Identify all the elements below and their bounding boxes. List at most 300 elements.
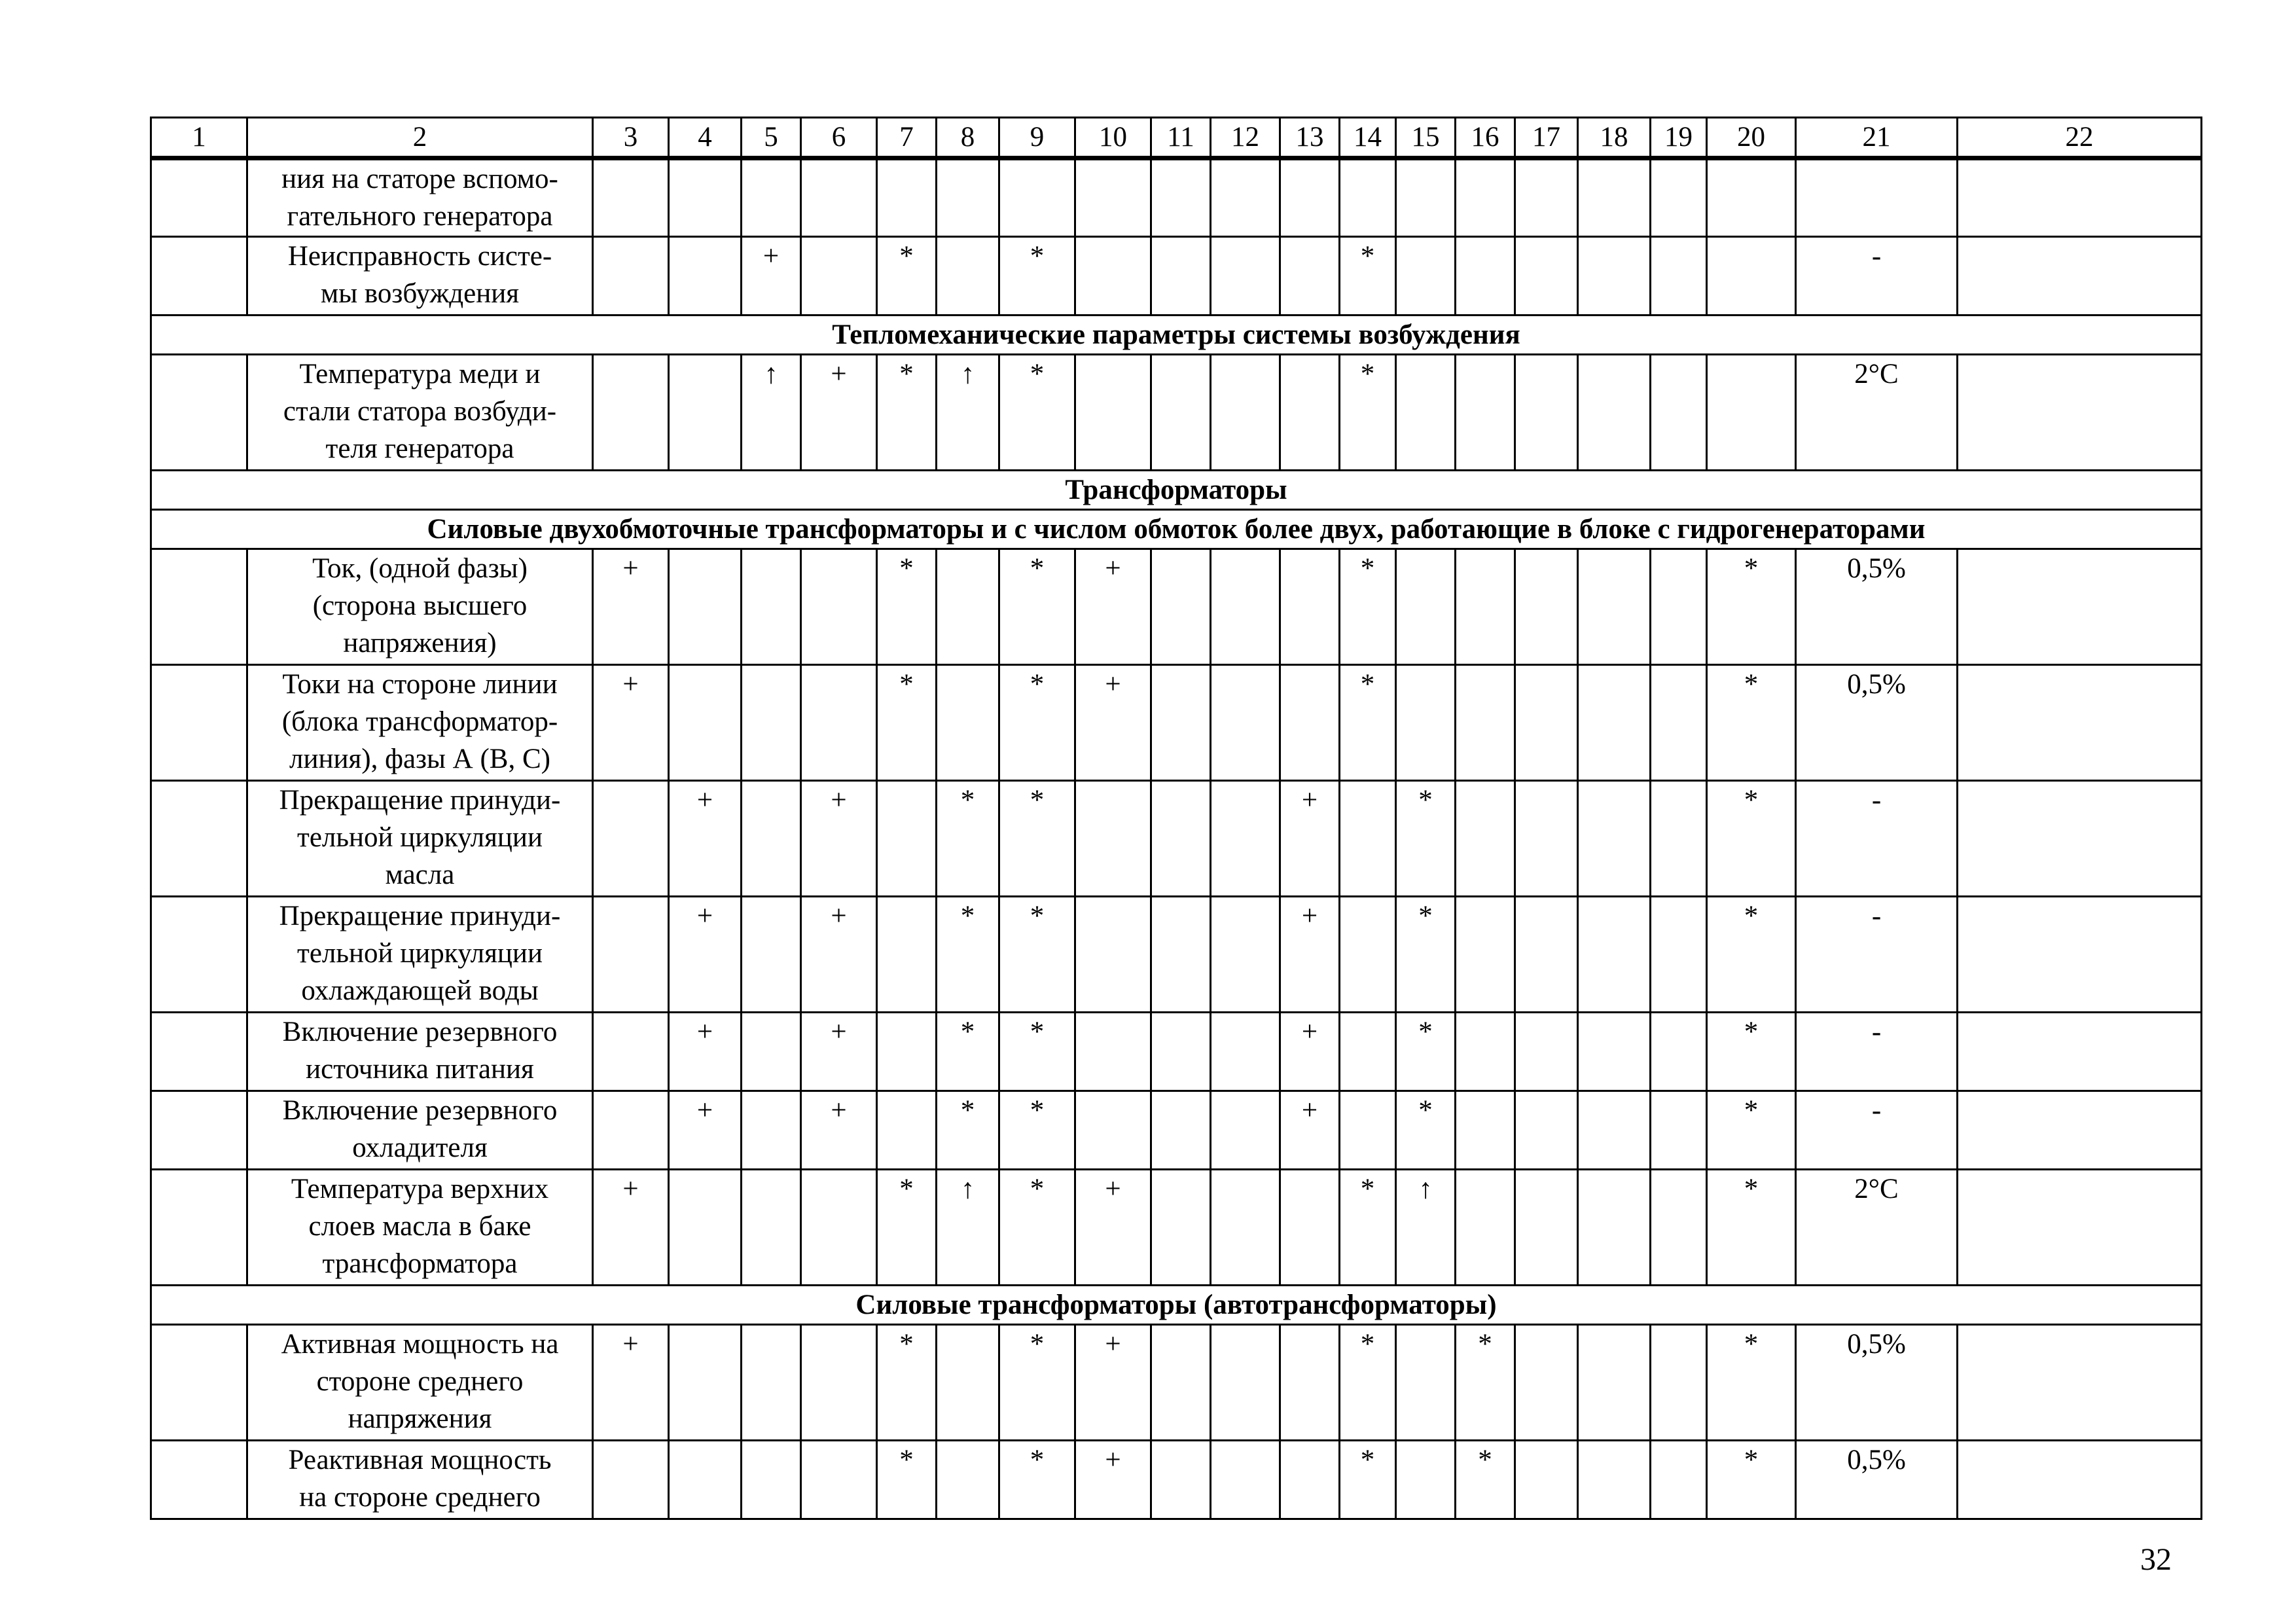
header-cell: 10: [1075, 118, 1151, 158]
table-cell: [593, 1013, 669, 1091]
table-cell: ↑: [742, 355, 801, 471]
table-cell: [1578, 158, 1651, 237]
table-cell: [1456, 781, 1515, 897]
table-cell: [1515, 158, 1578, 237]
table-cell: [1456, 549, 1515, 665]
table-cell: 0,5%: [1796, 549, 1958, 665]
table-cell: [1651, 549, 1707, 665]
table-cell: [1958, 1441, 2202, 1519]
table-cell: *: [877, 355, 937, 471]
table-cell: +: [1280, 781, 1340, 897]
table-cell: [1651, 1325, 1707, 1441]
table-row: [151, 1441, 2202, 1519]
table-cell: [1211, 355, 1280, 471]
table-cell: [742, 897, 801, 1013]
table-cell: [1280, 665, 1340, 781]
table-cell: *: [937, 1091, 999, 1170]
table-cell: [937, 237, 999, 316]
row-number-cell: [151, 781, 247, 897]
table-cell: [1151, 1441, 1211, 1519]
table-cell: [1151, 665, 1211, 781]
table-cell: +: [1075, 549, 1151, 665]
row-number-cell: [151, 897, 247, 1013]
table-cell: *: [1707, 1441, 1796, 1519]
section-header-row: [151, 471, 2202, 510]
table-cell: 0,5%: [1796, 1441, 1958, 1519]
table-cell: [1707, 237, 1796, 316]
table-cell: +: [1075, 1170, 1151, 1286]
table-cell: [801, 237, 877, 316]
table-cell: *: [1707, 665, 1796, 781]
table-cell: [742, 158, 801, 237]
table-cell: [1151, 1170, 1211, 1286]
table-cell: [1515, 549, 1578, 665]
row-number-cell: [151, 237, 247, 316]
table-cell: [1075, 1013, 1151, 1091]
table-cell: ↑: [937, 1170, 999, 1286]
section-header-row: [151, 1286, 2202, 1325]
table-row: [151, 355, 2202, 471]
table-cell: *: [999, 1325, 1075, 1441]
table-cell: *: [1340, 1325, 1396, 1441]
table-cell: [1396, 1441, 1456, 1519]
table-cell: [742, 549, 801, 665]
table-cell: [801, 665, 877, 781]
table-row: [151, 237, 2202, 316]
page-number: 32: [2140, 1542, 2172, 1577]
table-cell: [669, 665, 742, 781]
table-cell: [1651, 355, 1707, 471]
table-cell: [742, 1441, 801, 1519]
table-cell: [1515, 665, 1578, 781]
table-cell: [1211, 1325, 1280, 1441]
row-number-cell: [151, 158, 247, 237]
table-cell: [1515, 1325, 1578, 1441]
table-cell: *: [877, 237, 937, 316]
table-cell: +: [801, 355, 877, 471]
table-cell: +: [801, 781, 877, 897]
table-cell: *: [1707, 781, 1796, 897]
section-title: Силовые трансформаторы (автотрансформаторы): [151, 1286, 2202, 1325]
table-cell: 2°С: [1796, 1170, 1958, 1286]
table-cell: [1211, 237, 1280, 316]
table-cell: [1280, 158, 1340, 237]
table-cell: [1280, 1325, 1340, 1441]
table-cell: [1515, 1013, 1578, 1091]
parameter-name-cell: Активная мощность на стороне среднего напряжения: [247, 1325, 593, 1441]
table-cell: [1958, 158, 2202, 237]
table-cell: -: [1796, 237, 1958, 316]
table-cell: [1651, 1170, 1707, 1286]
table-cell: [877, 1013, 937, 1091]
table-cell: *: [1340, 549, 1396, 665]
table-cell: +: [1075, 1325, 1151, 1441]
table-cell: +: [1075, 665, 1151, 781]
table-cell: +: [1280, 1091, 1340, 1170]
table-cell: [1578, 1441, 1651, 1519]
table-cell: [1151, 1325, 1211, 1441]
table-cell: [1280, 355, 1340, 471]
section-header-row: [151, 316, 2202, 355]
row-number-cell: [151, 1013, 247, 1091]
table-cell: *: [1340, 665, 1396, 781]
table-body: [151, 118, 2202, 1519]
table-cell: [669, 1441, 742, 1519]
table-cell: [742, 781, 801, 897]
row-number-cell: [151, 355, 247, 471]
section-title: Трансформаторы: [151, 471, 2202, 510]
table-cell: *: [999, 1091, 1075, 1170]
table-cell: [1578, 1091, 1651, 1170]
table-cell: [1958, 1013, 2202, 1091]
table-cell: *: [1456, 1441, 1515, 1519]
table-cell: *: [999, 1441, 1075, 1519]
table-cell: *: [1396, 1091, 1456, 1170]
table-cell: [1456, 158, 1515, 237]
header-cell: 15: [1396, 118, 1456, 158]
table-row: [151, 158, 2202, 237]
row-number-cell: [151, 1325, 247, 1441]
table-row: [151, 549, 2202, 665]
table-cell: [1958, 665, 2202, 781]
table-cell: [669, 549, 742, 665]
table-cell: *: [1340, 237, 1396, 316]
header-cell: 12: [1211, 118, 1280, 158]
parameter-name-cell: Реактивная мощность на стороне среднего: [247, 1441, 593, 1519]
table-row: [151, 781, 2202, 897]
table-cell: [1707, 355, 1796, 471]
table-cell: -: [1796, 897, 1958, 1013]
table-cell: [1456, 1013, 1515, 1091]
header-cell: 5: [742, 118, 801, 158]
table-cell: +: [593, 1325, 669, 1441]
table-cell: *: [999, 237, 1075, 316]
row-number-cell: [151, 1441, 247, 1519]
table-cell: -: [1796, 1091, 1958, 1170]
table-cell: [1958, 781, 2202, 897]
header-cell: 11: [1151, 118, 1211, 158]
table-cell: [1958, 897, 2202, 1013]
table-cell: -: [1796, 1013, 1958, 1091]
table-cell: [1211, 1441, 1280, 1519]
table-cell: [669, 237, 742, 316]
table-cell: [669, 158, 742, 237]
section-title: Силовые двухобмоточные трансформаторы и с числом обмоток более двух, работающие в блоке с гидрогенераторами: [151, 510, 2202, 549]
table-cell: [877, 1091, 937, 1170]
table-cell: [1456, 355, 1515, 471]
table-cell: [801, 549, 877, 665]
table-cell: [1515, 897, 1578, 1013]
header-cell: 4: [669, 118, 742, 158]
table-cell: *: [999, 1170, 1075, 1286]
table-cell: [1211, 897, 1280, 1013]
table-cell: [877, 897, 937, 1013]
table-cell: [593, 1441, 669, 1519]
table-cell: *: [999, 781, 1075, 897]
table-cell: [742, 1013, 801, 1091]
table-cell: [1396, 355, 1456, 471]
table-cell: +: [801, 897, 877, 1013]
table-cell: *: [999, 897, 1075, 1013]
table-cell: *: [877, 1441, 937, 1519]
table-cell: [1707, 158, 1796, 237]
table-cell: [1578, 897, 1651, 1013]
table-cell: [801, 1170, 877, 1286]
table-cell: [1075, 158, 1151, 237]
table-cell: [1396, 1325, 1456, 1441]
table-cell: [1340, 781, 1396, 897]
table-cell: [1578, 1325, 1651, 1441]
table-cell: *: [1340, 355, 1396, 471]
table-cell: [1456, 237, 1515, 316]
section-title: Тепломеханические параметры системы возбуждения: [151, 316, 2202, 355]
table-cell: *: [999, 1013, 1075, 1091]
table-cell: [1796, 158, 1958, 237]
table-cell: [1578, 549, 1651, 665]
table-cell: [1456, 1170, 1515, 1286]
table-cell: [1515, 237, 1578, 316]
parameter-name-cell: Включение резервного источника питания: [247, 1013, 593, 1091]
table-cell: [1211, 1170, 1280, 1286]
table-cell: *: [877, 665, 937, 781]
table-cell: [937, 1325, 999, 1441]
parameter-name-cell: Прекращение принуди- тельной циркуляции масла: [247, 781, 593, 897]
header-cell: 18: [1578, 118, 1651, 158]
table-cell: [1958, 1325, 2202, 1441]
table-cell: [1456, 665, 1515, 781]
table-cell: [1151, 158, 1211, 237]
table-cell: [1396, 665, 1456, 781]
table-cell: +: [742, 237, 801, 316]
table-cell: [1280, 237, 1340, 316]
table-cell: [801, 1441, 877, 1519]
table-cell: [1340, 1091, 1396, 1170]
header-cell: 14: [1340, 118, 1396, 158]
table-cell: *: [1396, 897, 1456, 1013]
table-cell: *: [1707, 897, 1796, 1013]
table-cell: [1075, 897, 1151, 1013]
table-cell: *: [1707, 1170, 1796, 1286]
table-cell: [593, 237, 669, 316]
table-cell: [1515, 355, 1578, 471]
table-cell: [669, 1325, 742, 1441]
table-cell: [877, 158, 937, 237]
table-cell: [1075, 1091, 1151, 1170]
header-cell: 8: [937, 118, 999, 158]
table-cell: [593, 1091, 669, 1170]
parameter-name-cell: Температура меди и стали статора возбуди- теля генератора: [247, 355, 593, 471]
table-cell: +: [1280, 1013, 1340, 1091]
table-cell: [1651, 665, 1707, 781]
table-cell: *: [877, 549, 937, 665]
table-cell: [801, 158, 877, 237]
table-cell: [1211, 158, 1280, 237]
header-cell: 19: [1651, 118, 1707, 158]
table-cell: [1578, 1170, 1651, 1286]
table-cell: *: [1340, 1170, 1396, 1286]
parameter-name-cell: Неисправность систе- мы возбуждения: [247, 237, 593, 316]
parameters-table: [150, 117, 2202, 1520]
table-cell: [1578, 665, 1651, 781]
table-cell: [742, 1170, 801, 1286]
table-cell: [742, 665, 801, 781]
row-number-cell: [151, 1170, 247, 1286]
table-cell: *: [937, 897, 999, 1013]
table-cell: [877, 781, 937, 897]
table-cell: [1651, 1013, 1707, 1091]
table-cell: *: [999, 665, 1075, 781]
parameter-name-cell: Температура верхних слоев масла в баке трансформатора: [247, 1170, 593, 1286]
table-cell: [1075, 355, 1151, 471]
table-cell: *: [999, 549, 1075, 665]
table-cell: +: [801, 1091, 877, 1170]
table-cell: [1151, 355, 1211, 471]
table-cell: ↑: [937, 355, 999, 471]
table-cell: [1211, 1013, 1280, 1091]
table-cell: [1075, 237, 1151, 316]
table-cell: [1578, 1013, 1651, 1091]
table-cell: [1151, 781, 1211, 897]
table-cell: [1515, 1441, 1578, 1519]
table-cell: [1651, 237, 1707, 316]
table-cell: +: [593, 549, 669, 665]
header-cell: 9: [999, 118, 1075, 158]
table-cell: [1151, 549, 1211, 665]
table-cell: [1651, 781, 1707, 897]
table-cell: [1515, 1091, 1578, 1170]
table-row: [151, 665, 2202, 781]
table-cell: +: [669, 1013, 742, 1091]
row-number-cell: [151, 549, 247, 665]
table-cell: [1280, 1170, 1340, 1286]
table-cell: [999, 158, 1075, 237]
parameter-name-cell: Включение резервного охладителя: [247, 1091, 593, 1170]
table-cell: [937, 158, 999, 237]
header-cell: 1: [151, 118, 247, 158]
table-cell: [801, 1325, 877, 1441]
table-cell: [1151, 1091, 1211, 1170]
row-number-cell: [151, 1091, 247, 1170]
header-cell: 16: [1456, 118, 1515, 158]
table-cell: +: [669, 897, 742, 1013]
table-cell: [1211, 1091, 1280, 1170]
table-cell: [1211, 549, 1280, 665]
table-cell: +: [801, 1013, 877, 1091]
header-cell: 17: [1515, 118, 1578, 158]
table-cell: [1456, 1091, 1515, 1170]
table-cell: [1456, 897, 1515, 1013]
table-cell: +: [1280, 897, 1340, 1013]
table-cell: *: [1456, 1325, 1515, 1441]
table-cell: *: [877, 1325, 937, 1441]
table-cell: +: [669, 781, 742, 897]
table-cell: [1396, 549, 1456, 665]
table-cell: [1151, 897, 1211, 1013]
table-cell: [1958, 549, 2202, 665]
table-cell: [742, 1091, 801, 1170]
table-cell: [1151, 237, 1211, 316]
header-cell: 3: [593, 118, 669, 158]
table-cell: [1515, 781, 1578, 897]
header-cell: 22: [1958, 118, 2202, 158]
header-cell: 6: [801, 118, 877, 158]
table-cell: 0,5%: [1796, 665, 1958, 781]
table-cell: +: [669, 1091, 742, 1170]
parameter-name-cell: ния на статоре вспомо- гательного генератора: [247, 158, 593, 237]
table-cell: *: [877, 1170, 937, 1286]
table-cell: [1651, 897, 1707, 1013]
header-cell: 21: [1796, 118, 1958, 158]
table-cell: [1651, 158, 1707, 237]
table-cell: [593, 158, 669, 237]
row-number-cell: [151, 665, 247, 781]
table-cell: [1651, 1091, 1707, 1170]
table-cell: *: [1396, 1013, 1456, 1091]
table-cell: [937, 549, 999, 665]
table-cell: [1075, 781, 1151, 897]
table-cell: [1280, 549, 1340, 665]
table-cell: *: [999, 355, 1075, 471]
table-cell: *: [1707, 1091, 1796, 1170]
table-cell: [1578, 781, 1651, 897]
table-cell: *: [1340, 1441, 1396, 1519]
section-header-row: [151, 510, 2202, 549]
table-cell: *: [1707, 1013, 1796, 1091]
table-cell: +: [593, 665, 669, 781]
table-cell: [669, 355, 742, 471]
table-cell: [669, 1170, 742, 1286]
table-cell: [1958, 1091, 2202, 1170]
table-cell: [1515, 1170, 1578, 1286]
table-cell: *: [1707, 549, 1796, 665]
table-cell: [1578, 237, 1651, 316]
table-cell: 2°С: [1796, 355, 1958, 471]
header-cell: 2: [247, 118, 593, 158]
parameter-name-cell: Токи на стороне линии (блока трансформатор- линия), фазы А (В, С): [247, 665, 593, 781]
table-row: [151, 1091, 2202, 1170]
header-cell: 7: [877, 118, 937, 158]
table-cell: ↑: [1396, 1170, 1456, 1286]
table-cell: [1280, 1441, 1340, 1519]
table-cell: *: [1396, 781, 1456, 897]
table-cell: [1151, 1013, 1211, 1091]
table-cell: 0,5%: [1796, 1325, 1958, 1441]
table-cell: [937, 665, 999, 781]
header-cell: 13: [1280, 118, 1340, 158]
table-cell: *: [937, 1013, 999, 1091]
table-cell: -: [1796, 781, 1958, 897]
table-cell: [1651, 1441, 1707, 1519]
header-cell: 20: [1707, 118, 1796, 158]
table-cell: [1958, 237, 2202, 316]
parameter-name-cell: Ток, (одной фазы) (сторона высшего напряжения): [247, 549, 593, 665]
table-cell: [1211, 665, 1280, 781]
table-cell: [1396, 158, 1456, 237]
table-cell: *: [1707, 1325, 1796, 1441]
table-cell: [593, 355, 669, 471]
table-cell: *: [937, 781, 999, 897]
table-cell: [1396, 237, 1456, 316]
parameter-name-cell: Прекращение принуди- тельной циркуляции охлаждающей воды: [247, 897, 593, 1013]
table-cell: +: [593, 1170, 669, 1286]
table-row: [151, 897, 2202, 1013]
table-cell: +: [1075, 1441, 1151, 1519]
table-cell: [593, 781, 669, 897]
table-row: [151, 1170, 2202, 1286]
table-row: [151, 1013, 2202, 1091]
table-cell: [1340, 1013, 1396, 1091]
table-cell: [1958, 1170, 2202, 1286]
